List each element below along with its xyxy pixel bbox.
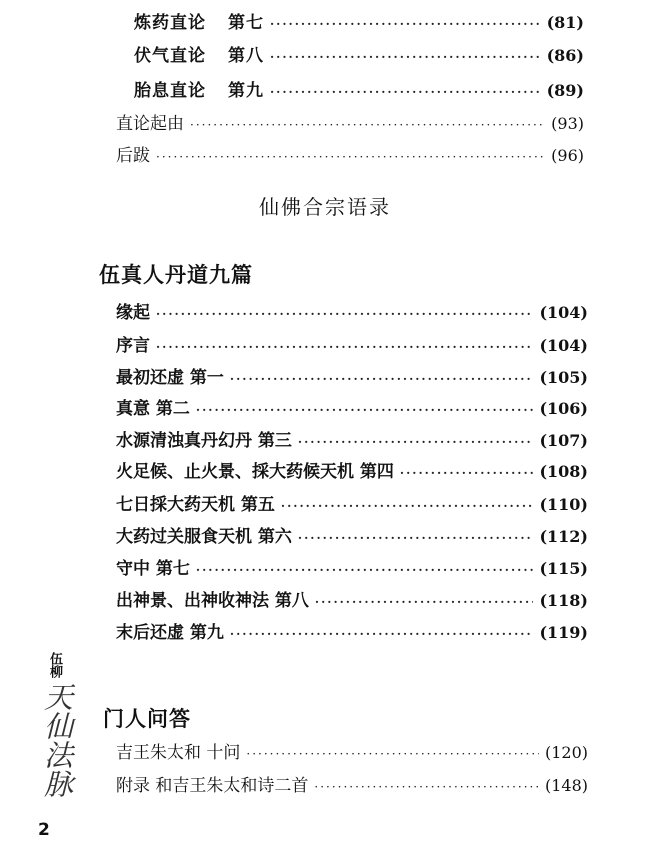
toc-entry[interactable] — [134, 45, 584, 68]
entry-page: (115) — [539, 559, 588, 578]
toc-entry[interactable] — [134, 80, 584, 103]
calligraphy-title: 天仙法脉 — [40, 682, 74, 798]
entry-title: 末后还虚 第九 — [116, 623, 224, 643]
toc-entry[interactable] — [116, 590, 588, 613]
leader-dots — [400, 462, 534, 484]
toc-entry[interactable] — [116, 526, 588, 549]
entry-title: 附录 和吉王朱太和诗二首 — [116, 776, 309, 796]
entry-title: 出神景、出神收神法 第八 — [116, 591, 309, 611]
entry-page: (81) — [546, 13, 584, 32]
entry-chapter: 第九 — [228, 81, 264, 101]
entry-page: (104) — [539, 303, 588, 322]
entry-title: 直论起由 — [116, 114, 184, 134]
toc-entry[interactable] — [116, 113, 584, 136]
toc-entry[interactable] — [134, 12, 584, 35]
leader-dots — [156, 336, 533, 358]
toc-entry[interactable] — [116, 558, 588, 581]
leader-dots — [281, 495, 534, 517]
toc-entry[interactable] — [116, 367, 588, 390]
entry-title: 胎息直论 — [134, 81, 206, 101]
entry-page: (106) — [539, 399, 588, 418]
book-title: 仙佛合宗语录 — [259, 195, 391, 219]
section-title: 伍真人丹道九篇 — [99, 263, 253, 287]
entry-page: (112) — [539, 527, 588, 546]
leader-dots — [196, 399, 534, 421]
entry-title: 后跋 — [116, 146, 150, 166]
entry-page: (148) — [544, 776, 588, 795]
entry-chapter: 第七 — [228, 13, 264, 33]
entry-page: (119) — [539, 623, 588, 642]
entry-page: (104) — [539, 336, 588, 355]
leader-dots — [230, 368, 534, 390]
entry-page: (107) — [539, 431, 588, 450]
entry-page: (96) — [551, 146, 584, 165]
entry-page: (105) — [539, 368, 588, 387]
toc-entry[interactable] — [116, 398, 588, 421]
entry-title: 序言 — [116, 336, 150, 356]
entry-title: 七日採大药天机 第五 — [116, 495, 275, 515]
toc-entry[interactable] — [116, 622, 588, 645]
leader-dots — [190, 114, 545, 136]
section-title: 门人问答 — [103, 707, 191, 731]
entry-page: (110) — [539, 495, 588, 514]
toc-entry[interactable] — [116, 335, 588, 358]
entry-page: (86) — [546, 46, 584, 65]
entry-title: 炼药直论 — [134, 13, 206, 33]
leader-dots — [270, 13, 541, 35]
entry-title: 真意 第二 — [116, 399, 190, 419]
toc-entry[interactable] — [116, 494, 588, 517]
entry-title: 火足候、止火景、採大药候天机 第四 — [116, 462, 394, 482]
entry-title: 缘起 — [116, 303, 150, 323]
leader-dots — [156, 146, 545, 168]
leader-dots — [246, 743, 539, 765]
toc-entry[interactable] — [116, 145, 584, 168]
toc-entry[interactable] — [116, 302, 588, 325]
series-label: 伍柳 — [47, 652, 62, 678]
toc-entry[interactable] — [116, 430, 588, 453]
toc-entry[interactable] — [116, 742, 588, 765]
entry-title: 水源清浊真丹幻丹 第三 — [116, 431, 292, 451]
page-number: 2 — [38, 820, 50, 840]
toc-entry[interactable] — [116, 775, 588, 798]
leader-dots — [270, 81, 541, 103]
entry-title: 大药过关服食天机 第六 — [116, 527, 292, 547]
entry-title: 伏气直论 — [134, 46, 206, 66]
leader-dots — [315, 591, 534, 613]
leader-dots — [156, 303, 533, 325]
entry-title: 最初还虚 第一 — [116, 368, 224, 388]
entry-page: (118) — [539, 591, 588, 610]
entry-page: (93) — [551, 114, 584, 133]
entry-page: (89) — [546, 81, 584, 100]
leader-dots — [298, 527, 534, 549]
leader-dots — [196, 559, 534, 581]
entry-chapter: 第八 — [228, 46, 264, 66]
entry-page: (108) — [539, 462, 588, 481]
leader-dots — [270, 46, 541, 68]
leader-dots — [230, 623, 534, 645]
entry-title: 吉王朱太和 十问 — [116, 743, 241, 763]
entry-page: (120) — [544, 743, 588, 762]
leader-dots — [298, 431, 534, 453]
entry-title: 守中 第七 — [116, 559, 190, 579]
leader-dots — [314, 776, 539, 798]
toc-entry[interactable] — [116, 461, 588, 484]
